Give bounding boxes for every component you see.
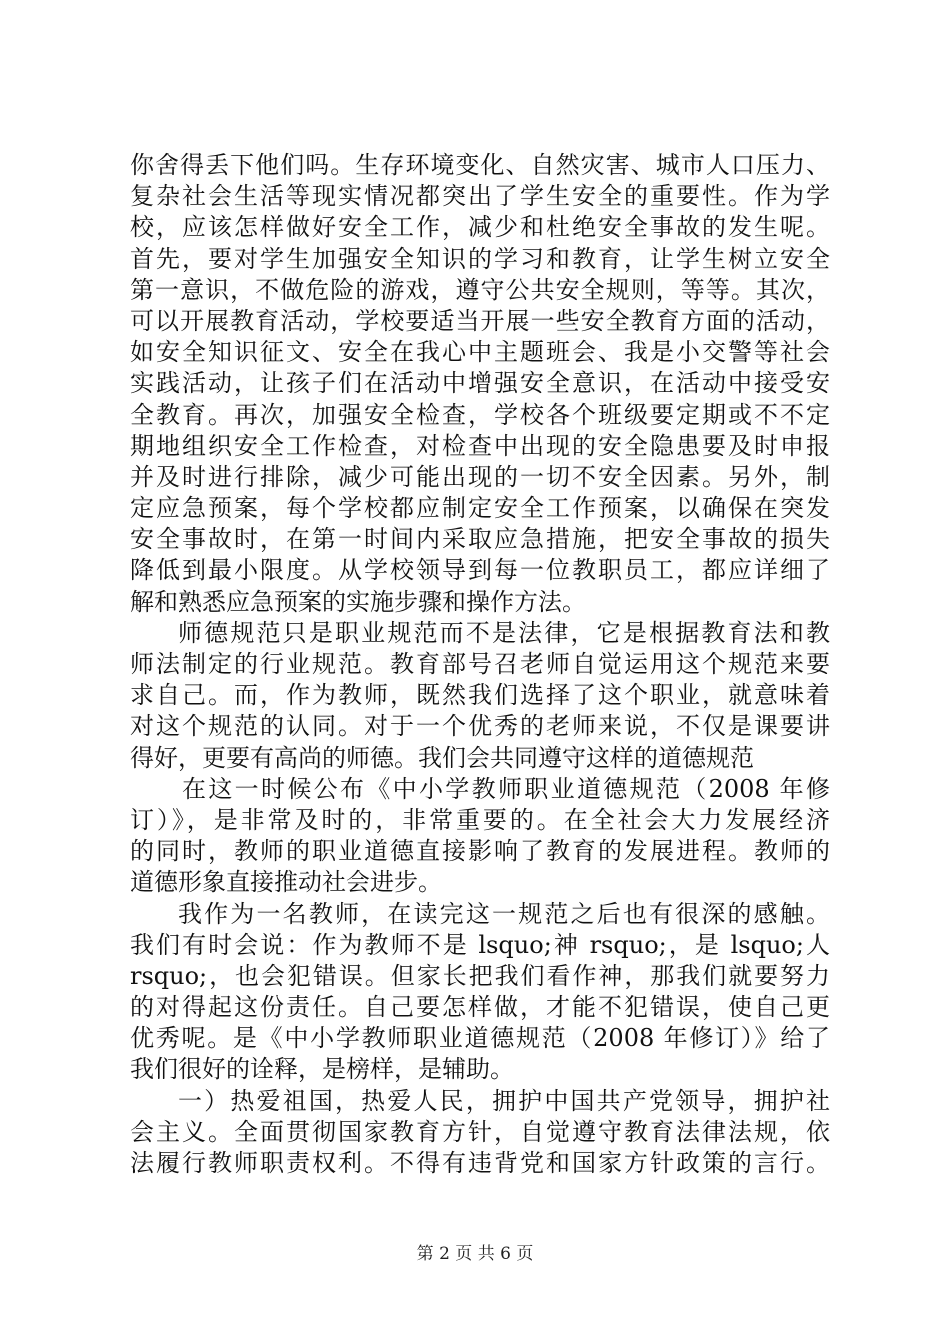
text-line: 解和熟悉应急预案的实施步骤和操作方法。	[130, 587, 586, 616]
text-line: 师法制定的行业规范。教育部号召老师自觉运用这个规范来要	[130, 650, 830, 678]
text-line: 降低到最小限度。从学校领导到每一位教职员工，都应详细了	[130, 556, 830, 585]
text-line: 师德规范只是职业规范而不是法律，它是根据教育法和教	[178, 618, 830, 647]
text-line: 一）热爱祖国，热爱人民，拥护中国共产党领导，拥护社	[178, 1086, 830, 1115]
text-line: 的同时，教师的职业道德直接影响了教育的发展进程。教师的	[130, 837, 830, 866]
text-line: 优秀呢。是《中小学教师职业道德规范（2008 年修订）》给了	[130, 1024, 830, 1053]
text-line: 复杂社会生活等现实情况都突出了学生安全的重要性。作为学	[130, 182, 830, 211]
text-line: 法履行教师职责权利。不得有违背党和国家方针政策的言行。	[130, 1149, 830, 1177]
text-line: 首先，要对学生加强安全知识的学习和教育，让学生树立安全	[130, 244, 830, 273]
text-line: 安全事故时，在第一时间内采取应急措施，把安全事故的损失	[130, 525, 830, 554]
text-line: 期地组织安全工作检查，对检查中出现的安全隐患要及时申报	[130, 431, 830, 460]
text-line: 得好，更要有高尚的师德。我们会共同遵守这样的道德规范	[130, 743, 754, 772]
text-line: 我作为一名教师，在读完这一规范之后也有很深的感触。	[178, 899, 830, 928]
paragraph-school-safety	[130, 150, 830, 618]
text-line: 你舍得丢下他们吗。生存环境变化、自然灾害、城市人口压力、	[130, 151, 830, 179]
text-line: 第一意识，不做危险的游戏，遵守公共安全规则，等等。其次，	[130, 275, 830, 304]
page-number-label: 第 2 页 共 6 页	[416, 1244, 534, 1264]
text-line: 订）》，是非常及时的，非常重要的。在全社会大力发展经济	[130, 805, 830, 834]
text-line: 会主义。全面贯彻国家教育方针，自觉遵守教育法律法规，依	[130, 1117, 830, 1146]
document-body	[130, 150, 830, 1179]
paragraph-first-article	[130, 1086, 830, 1180]
text-line: 我们有时会说：作为教师不是 lsquo;神 rsquo;，是 lsquo;人	[130, 930, 830, 959]
text-line: 全教育。再次，加强安全检查，学校各个班级要定期或不不定	[130, 400, 830, 429]
text-line: 道德形象直接推动社会进步。	[130, 868, 442, 897]
text-line: 的对得起这份责任。自己要怎样做，才能不犯错误，使自己更	[130, 993, 830, 1022]
paragraph-personal-reflection	[130, 899, 830, 1086]
paragraph-ethics-norms	[130, 618, 830, 774]
text-line: 定应急预案，每个学校都应制定安全工作预案，以确保在突发	[130, 494, 830, 523]
text-line: 在这一时候公布《中小学教师职业道德规范（2008 年修	[182, 774, 830, 803]
text-line: 校，应该怎样做好安全工作，减少和杜绝安全事故的发生呢。	[130, 213, 830, 242]
paragraph-code-publication	[130, 774, 830, 899]
text-line: 实践活动，让孩子们在活动中增强安全意识，在活动中接受安	[130, 369, 830, 398]
text-line: 并及时进行排除，减少可能出现的一切不安全因素。另外，制	[130, 462, 830, 491]
text-line: 求自己。而，作为教师，既然我们选择了这个职业，就意味着	[130, 681, 830, 710]
page-footer	[0, 1242, 950, 1266]
text-line: 可以开展教育活动，学校要适当开展一些安全教育方面的活动，	[130, 306, 830, 335]
text-line: 我们很好的诠释，是榜样，是辅助。	[130, 1055, 514, 1084]
text-line: 对这个规范的认同。对于一个优秀的老师来说，不仅是课要讲	[130, 712, 830, 741]
text-line: rsquo;，也会犯错误。但家长把我们看作神，那我们就要努力	[130, 961, 830, 990]
text-line: 如安全知识征文、安全在我心中主题班会、我是小交警等社会	[130, 338, 830, 367]
